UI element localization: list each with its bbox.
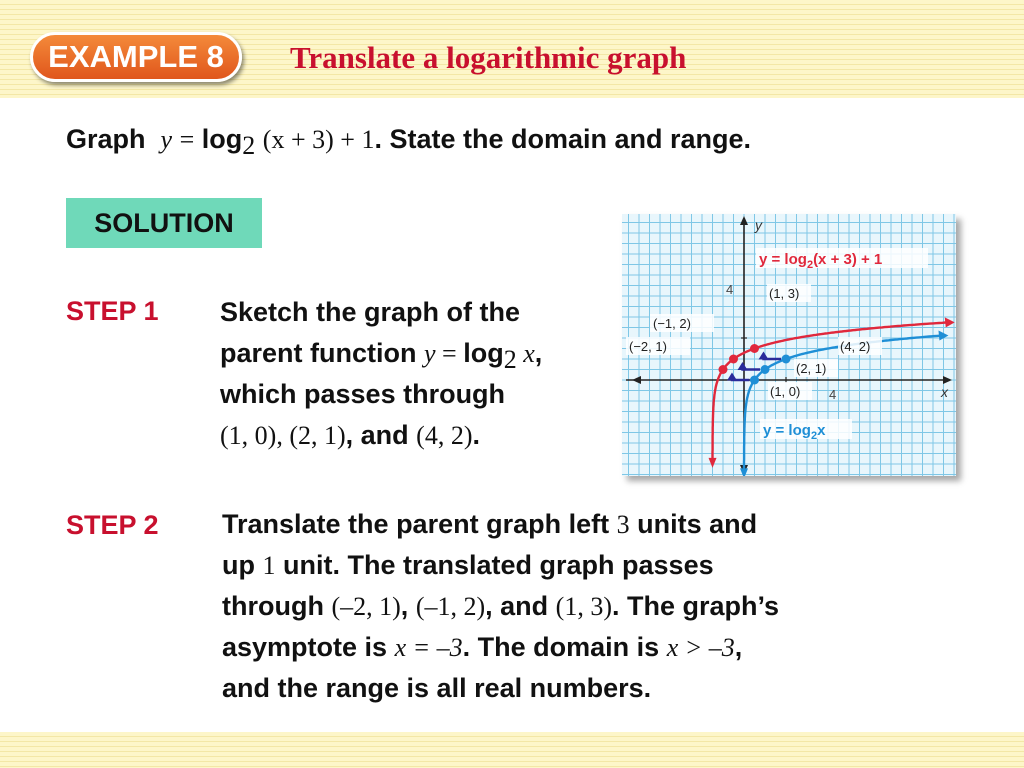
x-tick-4: 4	[829, 387, 837, 402]
problem-y: y	[160, 125, 173, 154]
x-axis-arrow-left	[632, 376, 641, 384]
parent-curve-label	[760, 419, 852, 442]
parent-point	[750, 376, 759, 385]
translated-point	[750, 344, 759, 353]
svg-text:y = log2x: $y = \log_2x$	[763, 422, 826, 442]
step1-line4: (1, 0), (2, 1), and (4, 2).	[220, 420, 480, 450]
problem-eq: =	[179, 125, 195, 154]
step2-line3: through (–2, 1), (–1, 2), and (1, 3). The graph’s	[222, 591, 780, 621]
y-tick-4: 4	[726, 282, 734, 297]
solution-label: SOLUTION	[66, 198, 262, 248]
label-1-3: (1, 3)	[769, 286, 800, 301]
translated-curve-label	[756, 248, 928, 271]
step2-line5: and the range is all real numbers.	[222, 673, 652, 703]
page-title: Translate a logarithmic graph	[290, 40, 687, 75]
step1-line1: Sketch the graph of the	[220, 297, 521, 327]
step1-text	[220, 292, 620, 456]
label-m2-1: (−2, 1)	[629, 339, 667, 354]
step1-label: STEP 1	[66, 296, 159, 326]
problem-tail: . State the domain and range.	[374, 124, 752, 154]
step2-line1: Translate the parent graph left 3 units and	[222, 509, 758, 539]
graph-svg	[622, 214, 956, 476]
parent-point	[761, 365, 770, 374]
step2-line4: asymptote is x = –3. The domain is x > –3,	[222, 632, 743, 662]
translated-curve-arrow	[945, 317, 955, 327]
step1-line2: parent function $y = \log_2 x$,	[220, 338, 543, 374]
label-1-0: (1, 0)	[770, 384, 801, 399]
log-graph	[622, 214, 956, 476]
translated-point	[719, 365, 728, 374]
svg-text:y = log2(x + 3) + 1: $y = \log_2(x + 3) + 1$	[759, 251, 883, 271]
label-m1-2: (−1, 2)	[653, 316, 691, 331]
problem-statement	[66, 124, 752, 160]
problem-log: log	[201, 124, 243, 154]
translated-curve-arrow-down	[709, 458, 717, 468]
translation-arrowhead	[759, 352, 769, 360]
translation-arrowhead	[727, 373, 737, 381]
y-axis-arrow	[740, 216, 748, 225]
translated-point	[729, 355, 738, 364]
footer-band	[0, 732, 1024, 768]
step2-label: STEP 2	[66, 510, 159, 540]
step1-line3: which passes through	[220, 379, 506, 409]
translation-arrowhead	[738, 362, 748, 370]
parent-curve	[744, 336, 942, 473]
label-4-2: (4, 2)	[840, 339, 871, 354]
x-axis-arrow	[943, 376, 952, 384]
label-2-1: (2, 1)	[796, 361, 827, 376]
example-badge: EXAMPLE 8	[30, 32, 242, 82]
x-axis-label: x	[941, 384, 948, 400]
step2-line2: up 1 unit. The translated graph passes	[222, 550, 714, 580]
problem-base: 2	[242, 131, 256, 160]
parent-point	[782, 355, 791, 364]
y-axis-label: y	[755, 217, 762, 233]
step2-text	[222, 504, 982, 709]
problem-lead: Graph	[66, 124, 146, 154]
problem-arg: (x + 3) + 1	[262, 125, 375, 154]
